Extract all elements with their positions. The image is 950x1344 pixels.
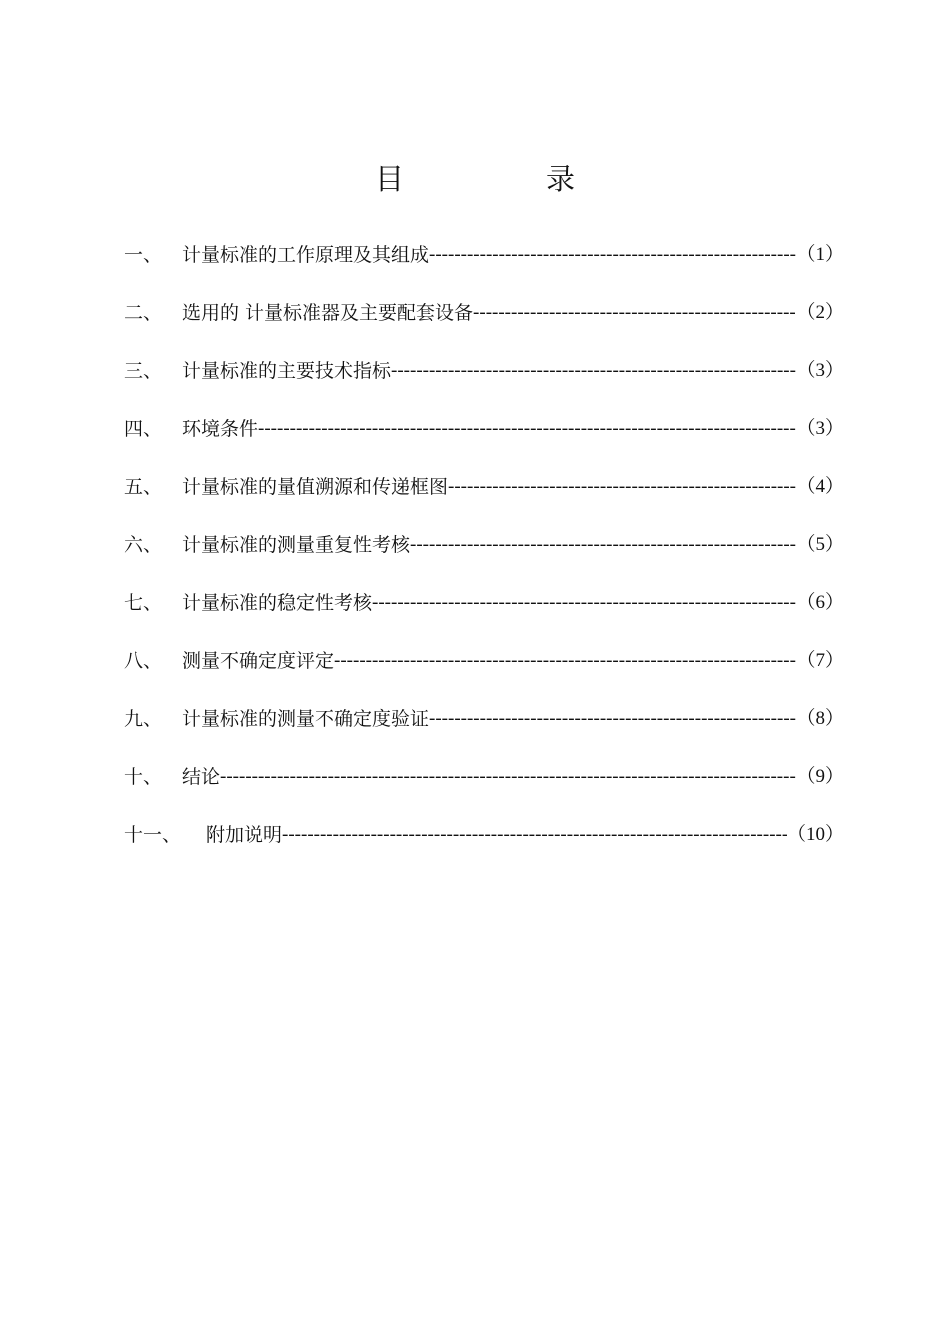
toc-entry [124, 806, 844, 864]
title-char-2: 录 [546, 162, 576, 196]
toc-entry-number: 七、 [124, 592, 163, 614]
toc-entry-page: （4） [796, 476, 844, 497]
toc-entry-title: 环境条件 [182, 418, 259, 440]
toc-entry [124, 516, 844, 574]
toc-entry-number: 三、 [124, 360, 163, 382]
toc-entry-title: 计量标准的稳定性考核 [182, 592, 373, 614]
toc-entry-number: 十一、 [124, 824, 182, 846]
toc-entry-number: 一、 [124, 244, 163, 266]
toc-entry-title: 附加说明 [206, 824, 283, 846]
toc-entry-number: 八、 [124, 650, 163, 672]
toc-entry-page: （7） [796, 650, 844, 671]
toc-entry-number: 四、 [124, 418, 163, 440]
page-title [0, 160, 950, 198]
toc-entry-page: （8） [796, 708, 844, 729]
table-of-contents [124, 226, 844, 864]
toc-entry-title: 计量标准的测量不确定度验证 [182, 708, 430, 730]
title-char-1: 目 [374, 162, 404, 196]
toc-entry-number: 二、 [124, 302, 163, 324]
toc-entry-page: （3） [796, 418, 844, 439]
toc-entry-title: 计量标准的主要技术指标 [182, 360, 392, 382]
dot-leader [448, 472, 796, 502]
toc-entry [124, 226, 844, 284]
toc-entry-number: 五、 [124, 476, 163, 498]
toc-entry [124, 458, 844, 516]
dot-leader [334, 646, 796, 676]
toc-entry [124, 284, 844, 342]
toc-entry-number: 六、 [124, 534, 163, 556]
dot-leader [258, 414, 796, 444]
dot-leader [220, 762, 796, 792]
dot-leader [391, 356, 796, 386]
toc-entry-title: 计量标准的测量重复性考核 [182, 534, 411, 556]
toc-entry-title: 选用的 计量标准器及主要配套设备 [182, 302, 474, 324]
dot-leader [282, 820, 787, 850]
toc-entry-title: 测量不确定度评定 [182, 650, 335, 672]
dot-leader [429, 240, 796, 270]
toc-entry [124, 400, 844, 458]
dot-leader [473, 298, 796, 328]
toc-entry [124, 748, 844, 806]
toc-entry-page: （6） [796, 592, 844, 613]
toc-entry-title: 计量标准的量值溯源和传递框图 [182, 476, 449, 498]
toc-entry-page: （5） [796, 534, 844, 555]
dot-leader [372, 588, 796, 618]
toc-entry-page: （2） [796, 302, 844, 323]
toc-entry [124, 342, 844, 400]
toc-entry-page: （1） [796, 244, 844, 265]
dot-leader [410, 530, 796, 560]
toc-entry-page: （3） [796, 360, 844, 381]
toc-entry-title: 计量标准的工作原理及其组成 [182, 244, 430, 266]
toc-entry-title: 结论 [182, 766, 221, 788]
toc-entry [124, 632, 844, 690]
toc-entry-page: （10） [786, 824, 844, 845]
dot-leader [429, 704, 796, 734]
toc-entry [124, 690, 844, 748]
toc-entry-page: （9） [796, 766, 844, 787]
toc-entry [124, 574, 844, 632]
toc-entry-number: 十、 [124, 766, 163, 788]
toc-entry-number: 九、 [124, 708, 163, 730]
